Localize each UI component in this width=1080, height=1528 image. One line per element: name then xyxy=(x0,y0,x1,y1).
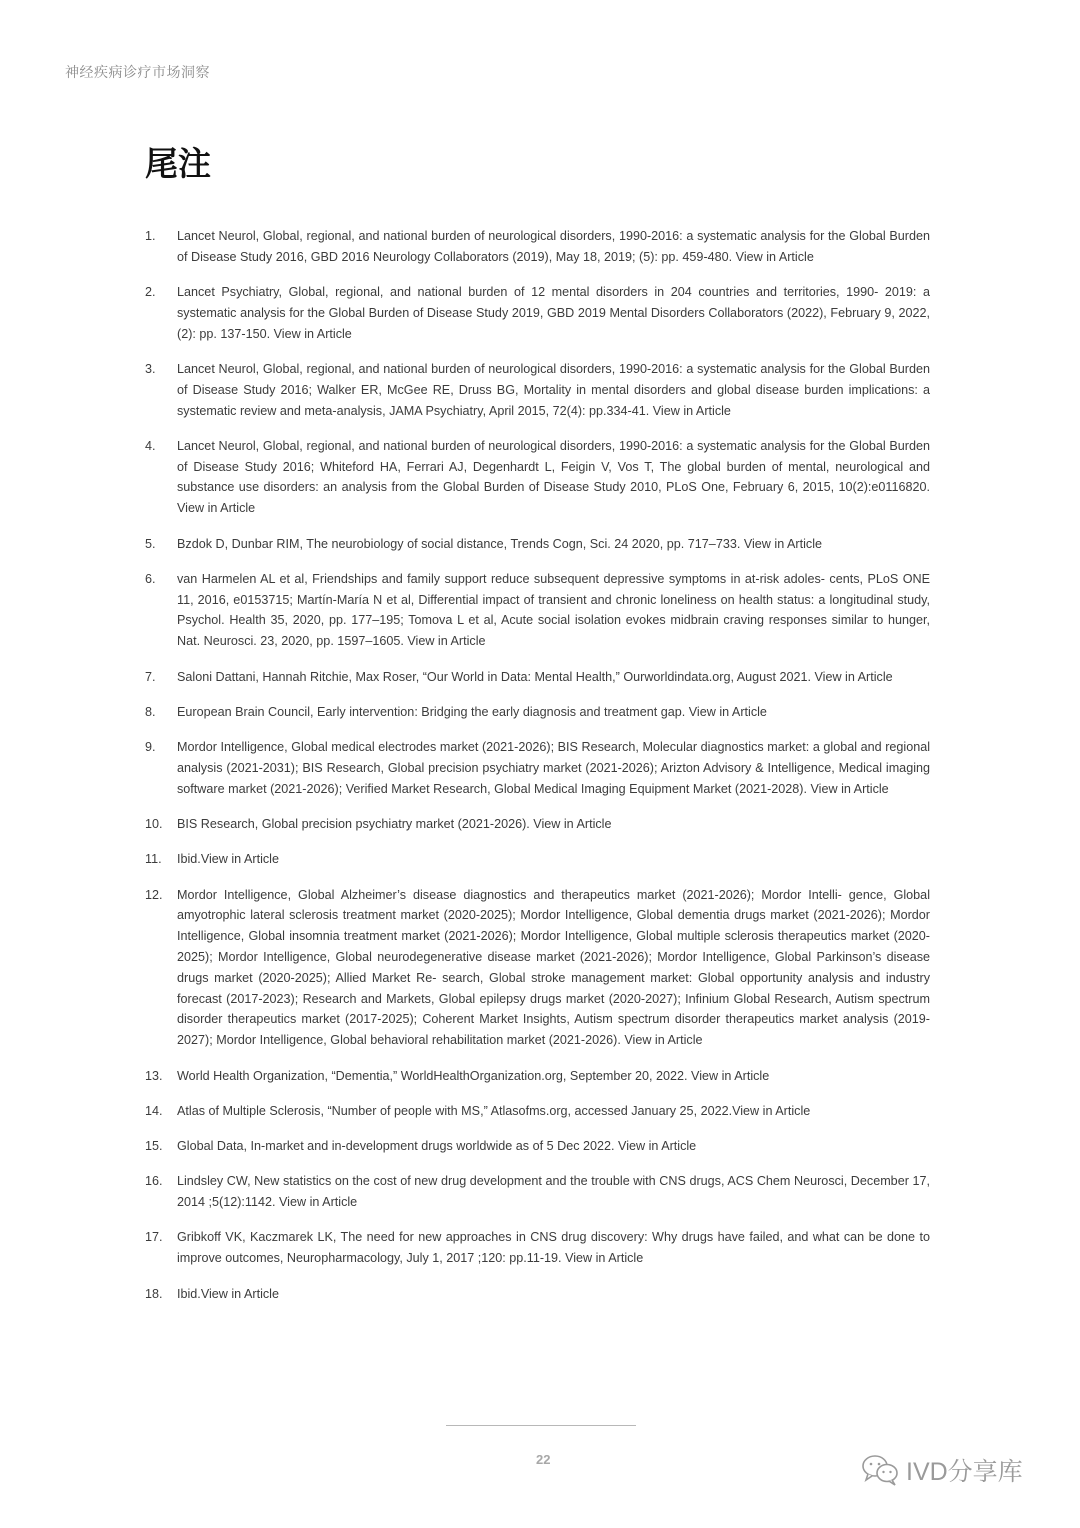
endnote-item xyxy=(145,226,930,268)
endnote-number: 6. xyxy=(145,571,156,586)
endnote-number: 9. xyxy=(145,740,156,755)
endnote-text: van Harmelen AL et al, Friendships and family support reduce subsequent depressive symptoms in at-risk adoles- cents, PLoS ONE 11, 2016, e0153715; Martín-María N et al, Differential impact of transient and chronic loneliness on health status: a longitudinal study, Psychol. Health 35, 2020, pp. 177–195; Tomova L et al, Acute social isolation evokes midbrain craving responses similar to hunger, Nat. Neurosci. 23, 2020, pp. 1597–1605. xyxy=(177,571,930,649)
endnote-text-container xyxy=(177,534,930,555)
endnote-item xyxy=(145,1136,930,1157)
endnote-number: 17. xyxy=(145,1230,163,1245)
endnote-text-container xyxy=(177,667,930,688)
endnote-text: Mordor Intelligence, Global medical electrodes market (2021-2026); BIS Research, Molecular diagnostics market: a global and regional analysis (2021-2031); BIS Research, Global precision psychiatry market (2021-2026); Arizton Advisory & Intelligence, Medical imaging software market (2021-2026); Verified Market Research, Global Medical Imaging Equipment Market (2021-2028). xyxy=(177,740,930,796)
view-in-article-link[interactable]: View in Article xyxy=(814,669,893,684)
endnote-text-container xyxy=(177,849,930,870)
view-in-article-link[interactable]: View in Article xyxy=(810,781,889,796)
endnote-text-container xyxy=(177,282,930,344)
endnote-text: Lindsley CW, New statistics on the cost of new drug development and the trouble with CNS drugs, ACS Chem Neurosci, December 17, 2014 ;5(12):1142. xyxy=(177,1174,930,1210)
endnote-number: 2. xyxy=(145,285,156,300)
endnote-text-container xyxy=(177,1136,930,1157)
endnote-item xyxy=(145,1227,930,1269)
endnote-number: 5. xyxy=(145,536,156,551)
endnote-item xyxy=(145,702,930,723)
view-in-article-link[interactable]: View in Article xyxy=(279,1195,358,1210)
endnote-item xyxy=(145,359,930,421)
endnote-text: Bzdok D, Dunbar RIM, The neurobiology of social distance, Trends Cogn, Sci. 24 2020, pp. 717–733. xyxy=(177,536,744,551)
endnote-item xyxy=(145,667,930,688)
endnote-number: 8. xyxy=(145,704,156,719)
endnote-number: 15. xyxy=(145,1139,163,1154)
view-in-article-link[interactable]: View in Article xyxy=(533,817,612,832)
endnote-item xyxy=(145,885,930,1051)
endnote-number: 4. xyxy=(145,438,156,453)
endnote-item xyxy=(145,737,930,799)
endnote-text: Atlas of Multiple Sclerosis, “Number of people with MS,” Atlasofms.org, accessed January 25, 2022. xyxy=(177,1103,733,1118)
endnote-text: Ibid. xyxy=(177,1286,201,1301)
endnote-number: 13. xyxy=(145,1068,163,1083)
endnote-item xyxy=(145,436,930,519)
view-in-article-link[interactable]: View in Article xyxy=(177,501,256,516)
endnotes-list xyxy=(145,226,930,1319)
watermark xyxy=(860,1452,1023,1488)
endnote-text-container xyxy=(177,1101,930,1122)
view-in-article-link[interactable]: View in Article xyxy=(652,403,731,418)
endnote-text: Lancet Psychiatry, Global, regional, and national burden of 12 mental disorders in 204 countries and territories, 1990- 2019: a systematic analysis for the Global Burden of Disease Study 2019, GBD 2019 Mental Disorders Collaborators (2022), February 9, 2022, (2): pp. 137-150. xyxy=(177,285,930,341)
endnote-number: 7. xyxy=(145,669,156,684)
view-in-article-link[interactable]: View in Article xyxy=(273,326,352,341)
endnote-text-container xyxy=(177,226,930,268)
endnote-text: Lancet Neurol, Global, regional, and national burden of neurological disorders, 1990-2016: a systematic analysis for the Global Burden of Disease Study 2016; Whiteford HA, Ferrari AJ, Degenhardt L, Feigin V, Vos T, The global burden of mental, neurological and substance use disorders: an analysis from the Global Burden of Disease Study 2010, PLoS One, February 6, 2015, 10(2):e0116820. xyxy=(177,438,930,495)
wechat-icon xyxy=(860,1452,902,1488)
endnote-item xyxy=(145,814,930,835)
view-in-article-link[interactable]: View in Article xyxy=(691,1068,770,1083)
endnote-text-container xyxy=(177,359,930,421)
endnote-text-container xyxy=(177,737,930,799)
endnote-number: 10. xyxy=(145,817,163,832)
endnote-number: 3. xyxy=(145,361,156,376)
endnote-item xyxy=(145,1284,930,1305)
endnote-item xyxy=(145,1066,930,1087)
endnote-item xyxy=(145,282,930,344)
view-in-article-link[interactable]: View in Article xyxy=(688,704,767,719)
view-in-article-link[interactable]: View in Article xyxy=(732,1103,811,1118)
endnote-item xyxy=(145,569,930,652)
endnote-number: 12. xyxy=(145,887,163,902)
view-in-article-link[interactable]: View in Article xyxy=(200,1286,279,1301)
endnote-text: Ibid. xyxy=(177,852,201,867)
endnote-text: BIS Research, Global precision psychiatry market (2021-2026). xyxy=(177,817,534,832)
view-in-article-link[interactable]: View in Article xyxy=(565,1251,644,1266)
footer-divider xyxy=(446,1425,636,1426)
endnote-text: Lancet Neurol, Global, regional, and national burden of neurological disorders, 1990-2016: a systematic analysis for the Global Burden of Disease Study 2016, GBD 2016 Neurology Collaborators (2019), May 18, 2019; (5): pp. 459-480. xyxy=(177,229,930,264)
endnote-text-container xyxy=(177,1171,930,1213)
view-in-article-link[interactable]: View in Article xyxy=(735,249,814,264)
endnote-text-container xyxy=(177,1284,930,1305)
endnote-text: Saloni Dattani, Hannah Ritchie, Max Roser, “Our World in Data: Mental Health,” Ourworldindata.org, August 2021. xyxy=(177,669,815,684)
endnote-text: World Health Organization, “Dementia,” WorldHealthOrganization.org, September 20, 2022. xyxy=(177,1068,692,1083)
endnote-text-container xyxy=(177,885,930,1051)
endnote-number: 14. xyxy=(145,1103,163,1118)
watermark-text: IVD分享库 xyxy=(906,1458,1023,1486)
endnote-number: 1. xyxy=(145,229,156,243)
endnote-text: Gribkoff VK, Kaczmarek LK, The need for new approaches in CNS drug discovery: Why drugs have failed, and what can be done to improve outcomes, Neuropharmacology, July 1, 2017 ;120: pp.11-19. xyxy=(177,1230,930,1266)
view-in-article-link[interactable]: View in Article xyxy=(624,1033,703,1048)
endnote-item xyxy=(145,1171,930,1213)
page-number: 22 xyxy=(536,1452,551,1467)
endnote-number: 16. xyxy=(145,1174,163,1189)
endnote-number: 11. xyxy=(145,852,162,867)
endnote-text-container xyxy=(177,436,930,519)
endnote-text: Mordor Intelligence, Global Alzheimer’s disease diagnostics and therapeutics market (2021-2026); Mordor Intelli- gence, Global amyotrophic lateral sclerosis treatment market (2020-2025); Mordor Intelligence, Global dementia drugs market (2021-2026); Mordor Intelligence, Global insomnia treatment market (2021-2026); Mordor Intelligence, Global multiple sclerosis therapeutics market (2020-2025); Mordor Intelligence, Global neurodegenerative disease market (2021-2026); Mordor Intelligence, Global Parkinson’s disease drugs market (2020-2025); Allied Market Re- search, Global stroke management market: Global opportunity analysis and industry forecast (2017-2023); Research and Markets, Global epilepsy drugs market (2020-2027); Infinium Global Research, Autism spectrum disorder therapeutics market (2017-2025); Coherent Market Insights, Autism spectrum disorder therapeutics market analysis (2019-2027); Mordor Intelligence, Global behavioral rehabilitation market (2021-2026). xyxy=(177,887,930,1048)
endnote-text: Global Data, In-market and in-development drugs worldwide as of 5 Dec 2022. xyxy=(177,1139,619,1154)
view-in-article-link[interactable]: View in Article xyxy=(743,536,822,551)
view-in-article-link[interactable]: View in Article xyxy=(407,634,486,649)
endnote-text-container xyxy=(177,814,930,835)
view-in-article-link[interactable]: View in Article xyxy=(618,1139,697,1154)
endnote-text-container xyxy=(177,1227,930,1269)
endnote-text-container xyxy=(177,1066,930,1087)
endnote-item xyxy=(145,534,930,555)
endnote-text-container xyxy=(177,702,930,723)
endnote-number: 18. xyxy=(145,1286,163,1301)
endnote-text-container xyxy=(177,569,930,652)
endnote-item xyxy=(145,1101,930,1122)
view-in-article-link[interactable]: View in Article xyxy=(200,852,279,867)
endnote-item xyxy=(145,849,930,870)
endnote-text: European Brain Council, Early intervention: Bridging the early diagnosis and treatment gap. xyxy=(177,704,689,719)
endnote-text: Lancet Neurol, Global, regional, and national burden of neurological disorders, 1990-2016: a systematic analysis for the Global Burden of Disease Study 2016; Walker ER, McGee RE, Druss BG, Mortality in mental disorders and global disease burden implications: a systematic review and meta-analysis, JAMA Psychiatry, April 2015, 72(4): pp.334-41. xyxy=(177,361,930,418)
running-header: 神经疾病诊疗市场洞察 xyxy=(65,64,210,80)
page-title: 尾注 xyxy=(145,145,211,182)
